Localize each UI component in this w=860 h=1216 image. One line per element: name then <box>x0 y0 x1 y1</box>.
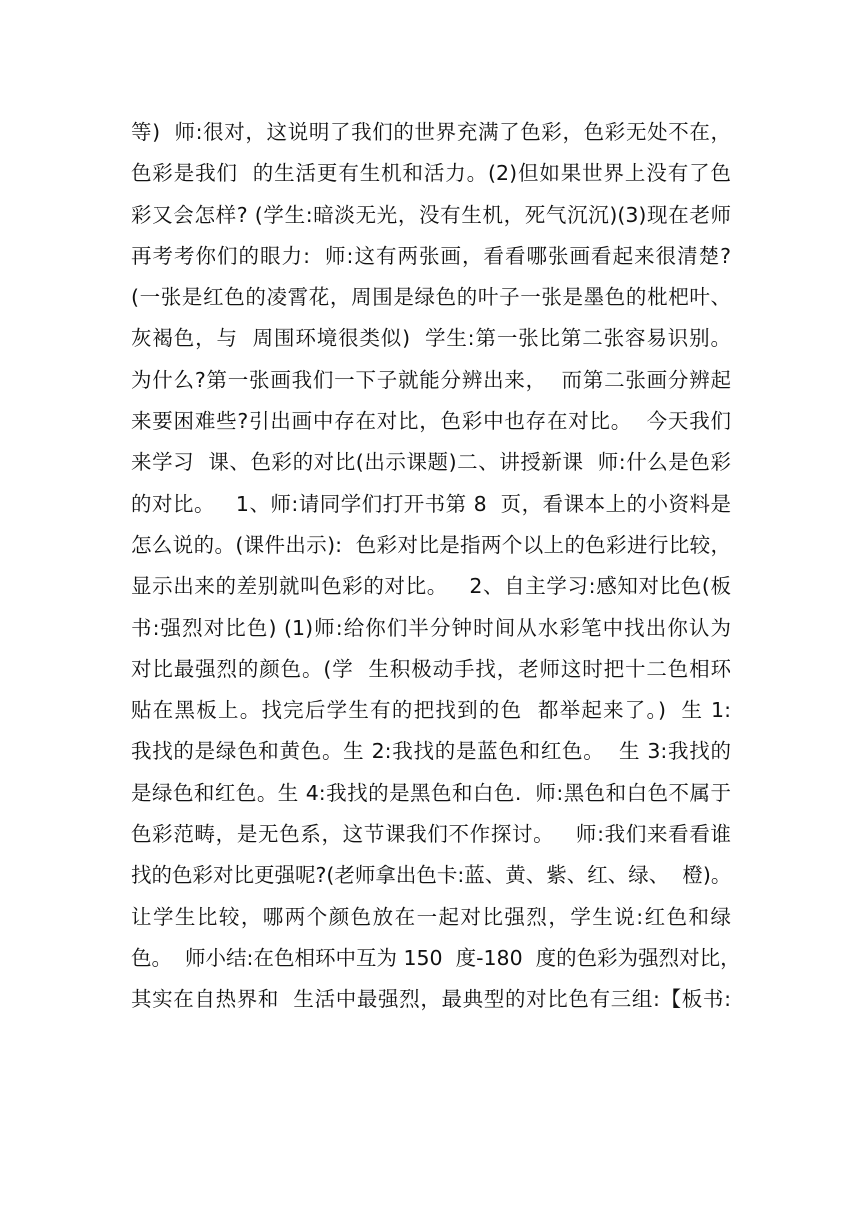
text-line: 等) 师:很对，这说明了我们的世界充满了色彩，色彩无处不在， <box>131 120 731 144</box>
document-body <box>131 112 741 1021</box>
text-line: 色。 师小结:在色相环中互为 150 度-180 度的色彩为强烈对比， <box>131 945 741 970</box>
text-line: 怎么说的。(课件出示): 色彩对比是指两个以上的色彩进行比较， <box>131 532 731 557</box>
text-line: 对比最强烈的颜色。(学 生积极动手找，老师这时把十二色相环 <box>131 656 731 681</box>
text-line: 让学生比较，哪两个颜色放在一起对比强烈，学生说:红色和绿 <box>131 904 731 929</box>
text-line: 灰褐色，与 周围环境很类似) 学生:第一张比第二张容易识别。 <box>131 326 731 351</box>
text-line: 显示出来的差别就叫色彩的对比。 2、自主学习:感知对比色(板 <box>131 574 731 599</box>
text-line: 来要困难些?引出画中存在对比，色彩中也存在对比。 今天我们 <box>131 409 731 434</box>
text-line: 是绿色和红色。生 4:我找的是黑色和白色. 师:黑色和白色不属于 <box>131 780 731 805</box>
text-line: 的对比。 1、师:请同学们打开书第 8 页，看课本上的小资料是 <box>131 491 731 516</box>
text-line: (一张是红色的凌霄花，周围是绿色的叶子一张是墨色的枇杷叶、 <box>131 285 731 310</box>
text-line: 其实在自热界和 生活中最强烈，最典型的对比色有三组:【板书: <box>131 987 731 1012</box>
text-line: 我找的是绿色和黄色。生 2:我找的是蓝色和红色。 生 3:我找的 <box>131 739 731 764</box>
text-line: 贴在黑板上。找完后学生有的把找到的色 都举起来了。) 生 1: <box>131 698 731 723</box>
text-line: 彩又会怎样? (学生:暗淡无光，没有生机，死气沉沉)(3)现在老师 <box>131 202 731 227</box>
text-line: 色彩范畴，是无色系，这节课我们不作探讨。 师:我们来看看谁 <box>131 822 731 847</box>
text-line: 为什么?第一张画我们一下子就能分辨出来， 而第二张画分辨起 <box>131 367 731 392</box>
text-line: 来学习 课、色彩的对比(出示课题)二、讲授新课 师:什么是色彩 <box>131 450 731 475</box>
text-line: 再考考你们的眼力: 师:这有两张画，看看哪张画看起来很清楚? <box>131 243 731 268</box>
text-line: 书:强烈对比色) (1)师:给你们半分钟时间从水彩笔中找出你认为 <box>131 615 731 640</box>
text-line: 色彩是我们 的生活更有生机和活力。(2)但如果世界上没有了色 <box>131 161 731 186</box>
text-line: 找的色彩对比更强呢?(老师拿出色卡:蓝、黄、紫、红、绿、 橙)。 <box>131 863 732 888</box>
